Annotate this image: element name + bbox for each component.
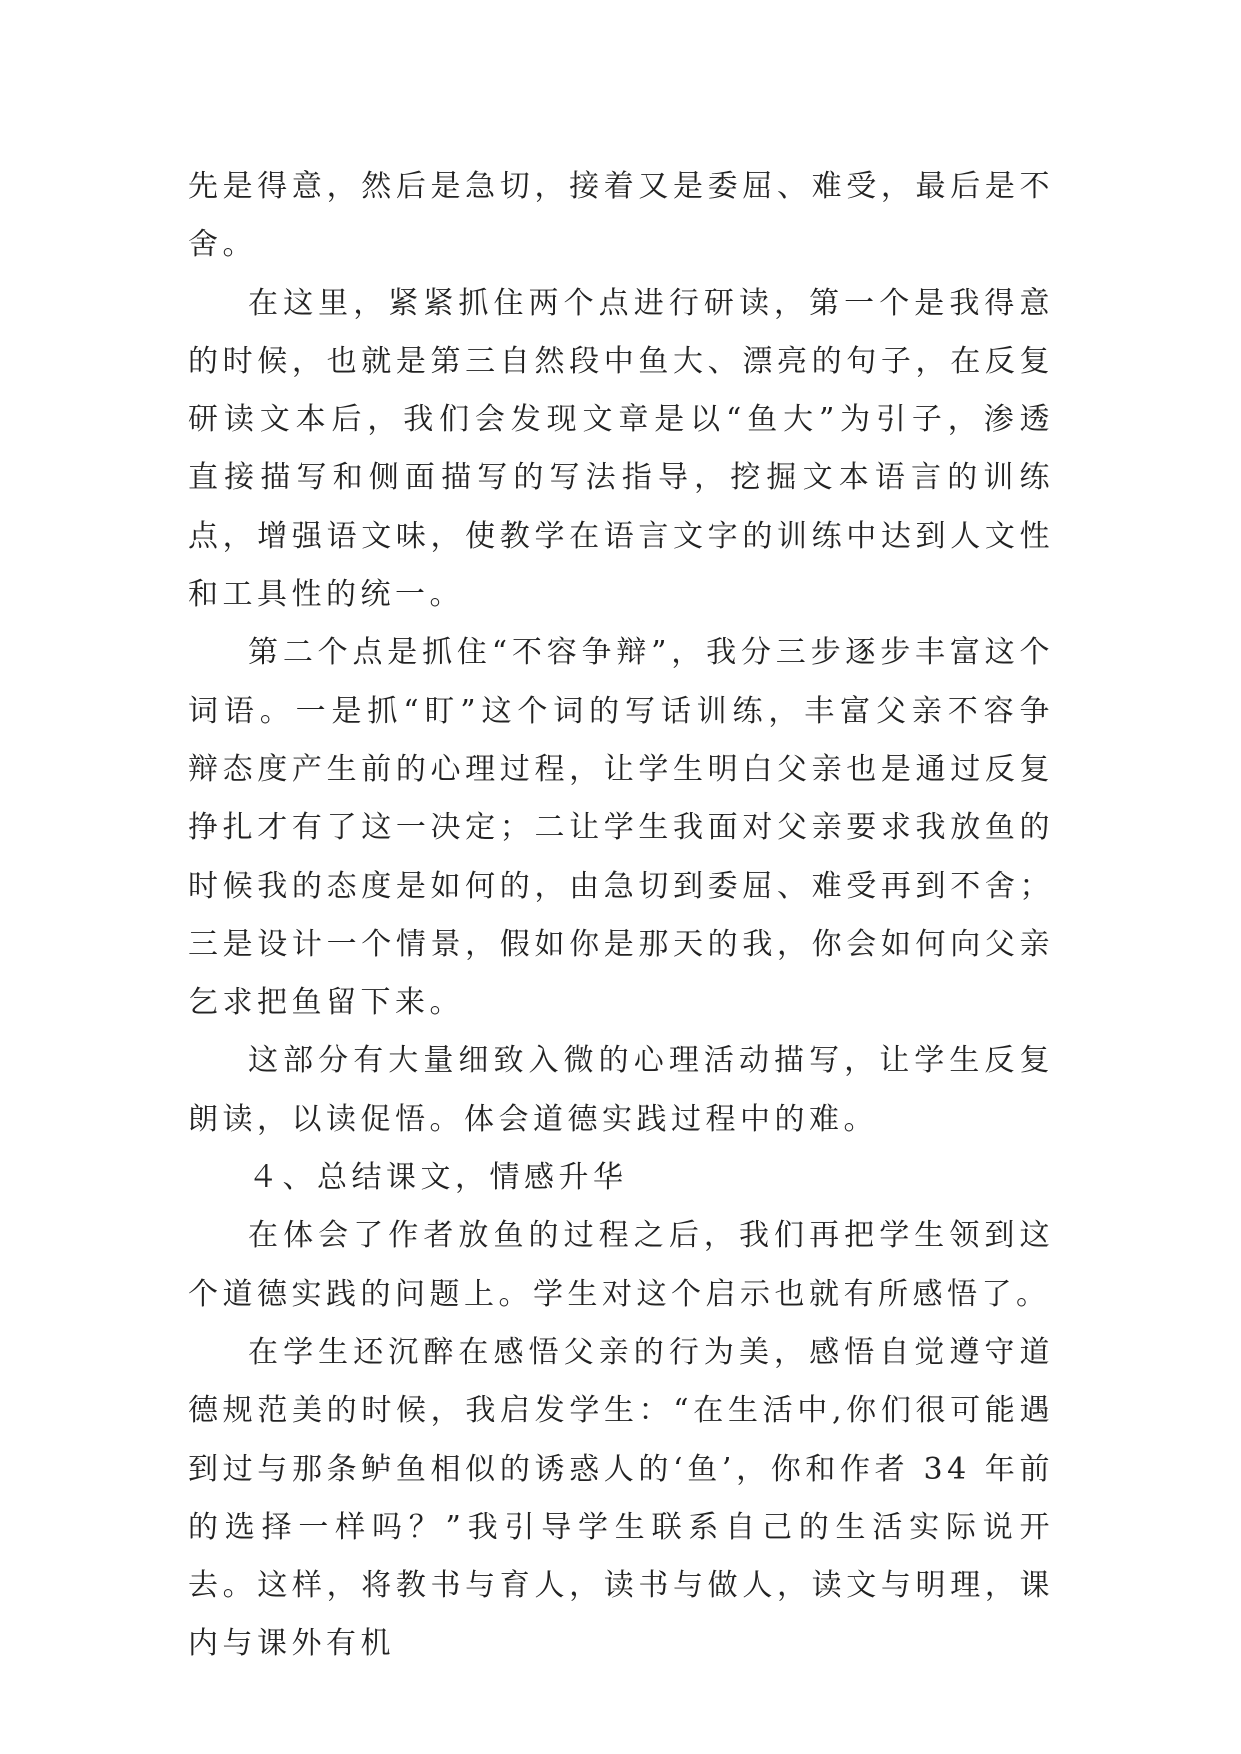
paragraph-5: 在体会了作者放鱼的过程之后，我们再把学生领到这个道德实践的问题上。学生对这个启示也就有所感悟了。	[188, 1218, 1054, 1312]
paragraph-3: 第二个点是抓住“不容争辩”，我分三步逐步丰富这个词语。一是抓“盯”这个词的写话训练，丰富父亲不容争辩态度产生前的心理过程，让学生明白父亲也是通过反复挣扎才有了这一决定；二让学生我面对父亲要求我放鱼的时候我的态度是如何的，由急切到委屈、难受再到不舍；三是设计一个情景，假如你是那天的我，你会如何向父亲乞求把鱼留下来。	[188, 635, 1054, 1021]
section-heading: ４、总结课文，情感升华	[248, 1160, 628, 1196]
paragraph-2: 在这里，紧紧抓住两个点进行研读，第一个是我得意的时候，也就是第三自然段中鱼大、漂亮的句子，在反复研读文本后，我们会发现文章是以“鱼大”为引子，渗透直接描写和侧面描写的写法指导，挖掘文本语言的训练点，增强语文味，使教学在语言文字的训练中达到人文性和工具性的统一。	[188, 285, 1054, 613]
paragraph-4: 这部分有大量细致入微的心理活动描写，让学生反复朗读，以读促悟。体会道德实践过程中的难。	[188, 1043, 1054, 1137]
body-text	[188, 158, 1054, 1674]
paragraph-6: 在学生还沉醉在感悟父亲的行为美，感悟自觉遵守道德规范美的时候，我启发学生：“在生活中,你们很可能遇到过与那条鲈鱼相似的诱惑人的‘鱼’，你和作者 34 年前的选择一样吗？”我引导学生联系自己的生活实际说开去。这样，将教书与育人，读书与做人，读文与明理，课内与课外有机	[188, 1334, 1054, 1662]
paragraph-1: 先是得意，然后是急切，接着又是委屈、难受，最后是不舍。	[188, 169, 1054, 263]
